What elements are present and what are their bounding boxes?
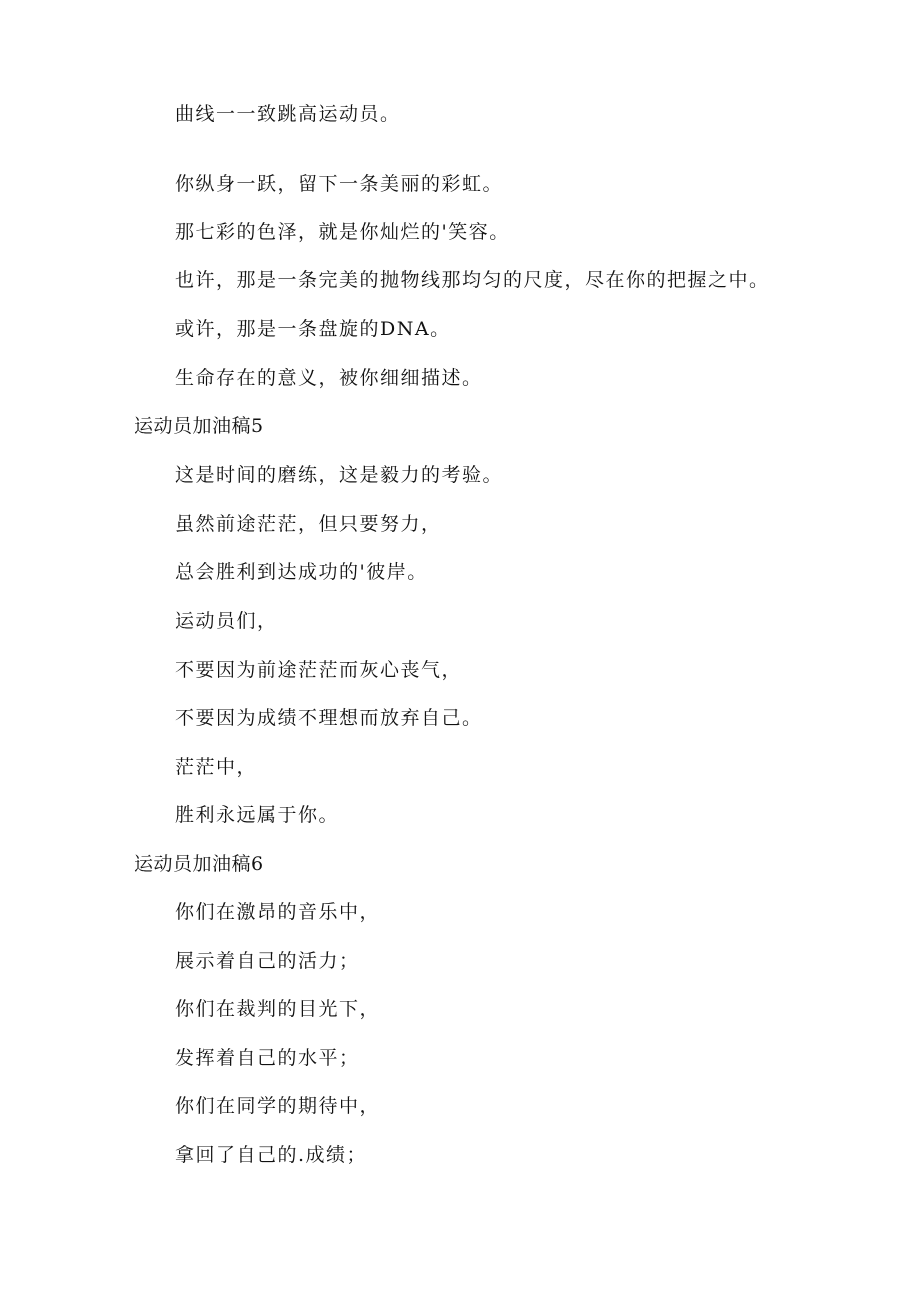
paragraph-line: 或许，那是一条盘旋的DNA。 [175,318,451,340]
paragraph-line: 胜利永远属于你。 [175,804,340,826]
paragraph-line: 运动员们， [175,610,278,632]
paragraph-line: 虽然前途茫茫，但只要努力， [175,513,442,535]
paragraph-line: 总会胜利到达成功的'彼岸。 [175,561,428,583]
paragraph-line: 不要因为前途茫茫而灰心丧气， [175,659,463,681]
paragraph-line: 拿回了自己的.成绩； [175,1144,368,1166]
paragraph-line: 你纵身一跃，留下一条美丽的彩虹。 [175,173,504,195]
paragraph-line: 茫茫中， [175,756,258,778]
paragraph-line: 也许，那是一条完美的抛物线那均匀的尺度，尽在你的把握之中。 [175,269,770,291]
section-heading: 运动员加油稿6 [134,853,264,875]
paragraph-line: 发挥着自己的水平； [175,1047,360,1069]
paragraph-line: 那七彩的色泽，就是你灿烂的'笑容。 [175,221,510,243]
paragraph-line: 曲线一一致跳高运动员。 [175,103,401,125]
paragraph-line: 不要因为成绩不理想而放弃自己。 [175,707,483,729]
section-heading: 运动员加油稿5 [134,415,264,437]
paragraph-line: 这是时间的磨练，这是毅力的考验。 [175,464,504,486]
paragraph-line: 生命存在的意义，被你细细描述。 [175,367,483,389]
paragraph-line: 你们在激昂的音乐中， [175,901,381,923]
paragraph-line: 你们在同学的期待中， [175,1095,381,1117]
paragraph-line: 你们在裁判的目光下， [175,998,381,1020]
paragraph-line: 展示着自己的活力； [175,950,360,972]
